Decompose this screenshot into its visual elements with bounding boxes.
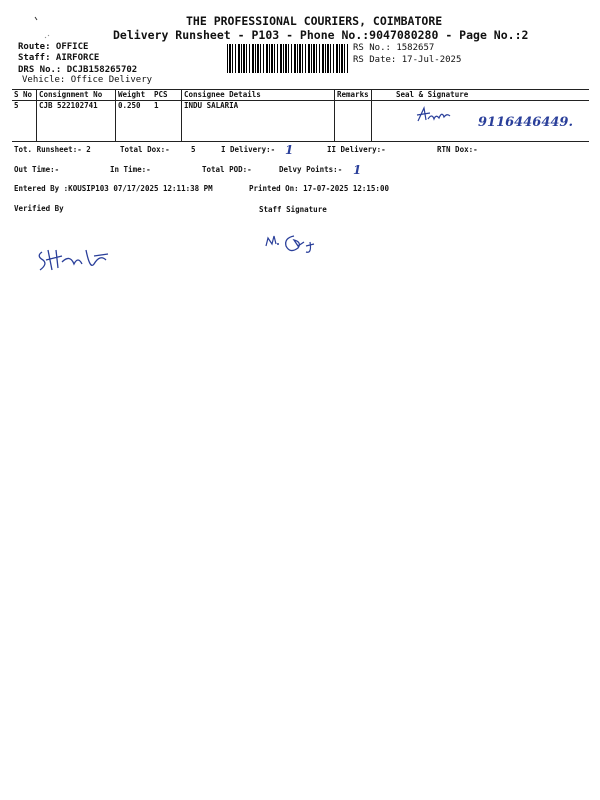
verified-by-label: Verified By <box>14 204 64 213</box>
printed-on: Printed On: 17-07-2025 12:15:00 <box>249 184 389 193</box>
col-pcs: PCS <box>152 90 182 101</box>
summary-row-1 <box>0 145 600 157</box>
summary-row-2 <box>0 165 600 177</box>
table-row <box>12 101 589 142</box>
cell-sno: 5 <box>12 101 37 142</box>
rtn-dox-label: RTN Dox:- <box>437 145 478 154</box>
in-time-label: In Time:- <box>110 165 151 174</box>
delvy-points-label: Delvy Points:- <box>279 165 343 174</box>
verifier-signature <box>34 244 116 276</box>
i-delivery-label: I Delivery:- <box>221 145 276 154</box>
out-time-label: Out Time:- <box>14 165 60 174</box>
table-header-row <box>12 90 589 101</box>
col-sno: S No <box>12 90 37 101</box>
col-consignment: Consignment No <box>37 90 116 101</box>
col-seal-signature: Seal & Signature <box>372 90 590 101</box>
drs-number: DRS No.: DCJB158265702 <box>18 65 138 75</box>
runsheet-subtitle: Delivery Runsheet - P103 - Phone No.:9047080280 - Page No.:2 <box>113 28 529 42</box>
rs-number: RS No.: 1582657 <box>353 43 435 53</box>
total-pod-label: Total POD:- <box>202 165 252 174</box>
receiver-signature <box>414 105 454 127</box>
cell-remarks <box>335 101 372 142</box>
col-consignee: Consignee Details <box>182 90 335 101</box>
staff-label: Staff: AIRFORCE <box>18 53 100 63</box>
tot-runsheet: Tot. Runsheet:- 2 <box>14 145 91 154</box>
barcode <box>227 44 348 73</box>
route-label: Route: OFFICE <box>18 42 89 52</box>
i-delivery-hand: 1 <box>285 143 294 157</box>
handwritten-phone: 9116446449. <box>478 115 573 130</box>
entered-by: Entered By :KOUSIP103 07/17/2025 12:11:38 PM <box>14 184 213 193</box>
vehicle-label: Vehicle: Office Delivery <box>22 75 153 85</box>
rs-date: RS Date: 17-Jul-2025 <box>353 55 462 65</box>
total-dox-label: Total Dox:- <box>120 145 170 154</box>
delvy-points-hand: 1 <box>353 163 362 177</box>
stray-mark <box>33 15 53 45</box>
staff-signature-label: Staff Signature <box>259 205 327 214</box>
cell-seal-signature <box>372 101 590 142</box>
col-weight: Weight <box>116 90 153 101</box>
cell-weight: 0.250 <box>116 101 153 142</box>
col-remarks: Remarks <box>335 90 372 101</box>
total-dox-value: 5 <box>191 145 196 154</box>
cell-pcs: 1 <box>152 101 182 142</box>
runsheet-table <box>12 89 589 142</box>
cell-consignment: CJB 522102741 <box>37 101 116 142</box>
cell-consignee: INDU SALARIA <box>182 101 335 142</box>
company-title: THE PROFESSIONAL COURIERS, COIMBATORE <box>186 14 443 28</box>
ii-delivery-label: II Delivery:- <box>327 145 386 154</box>
staff-signature <box>262 226 332 256</box>
